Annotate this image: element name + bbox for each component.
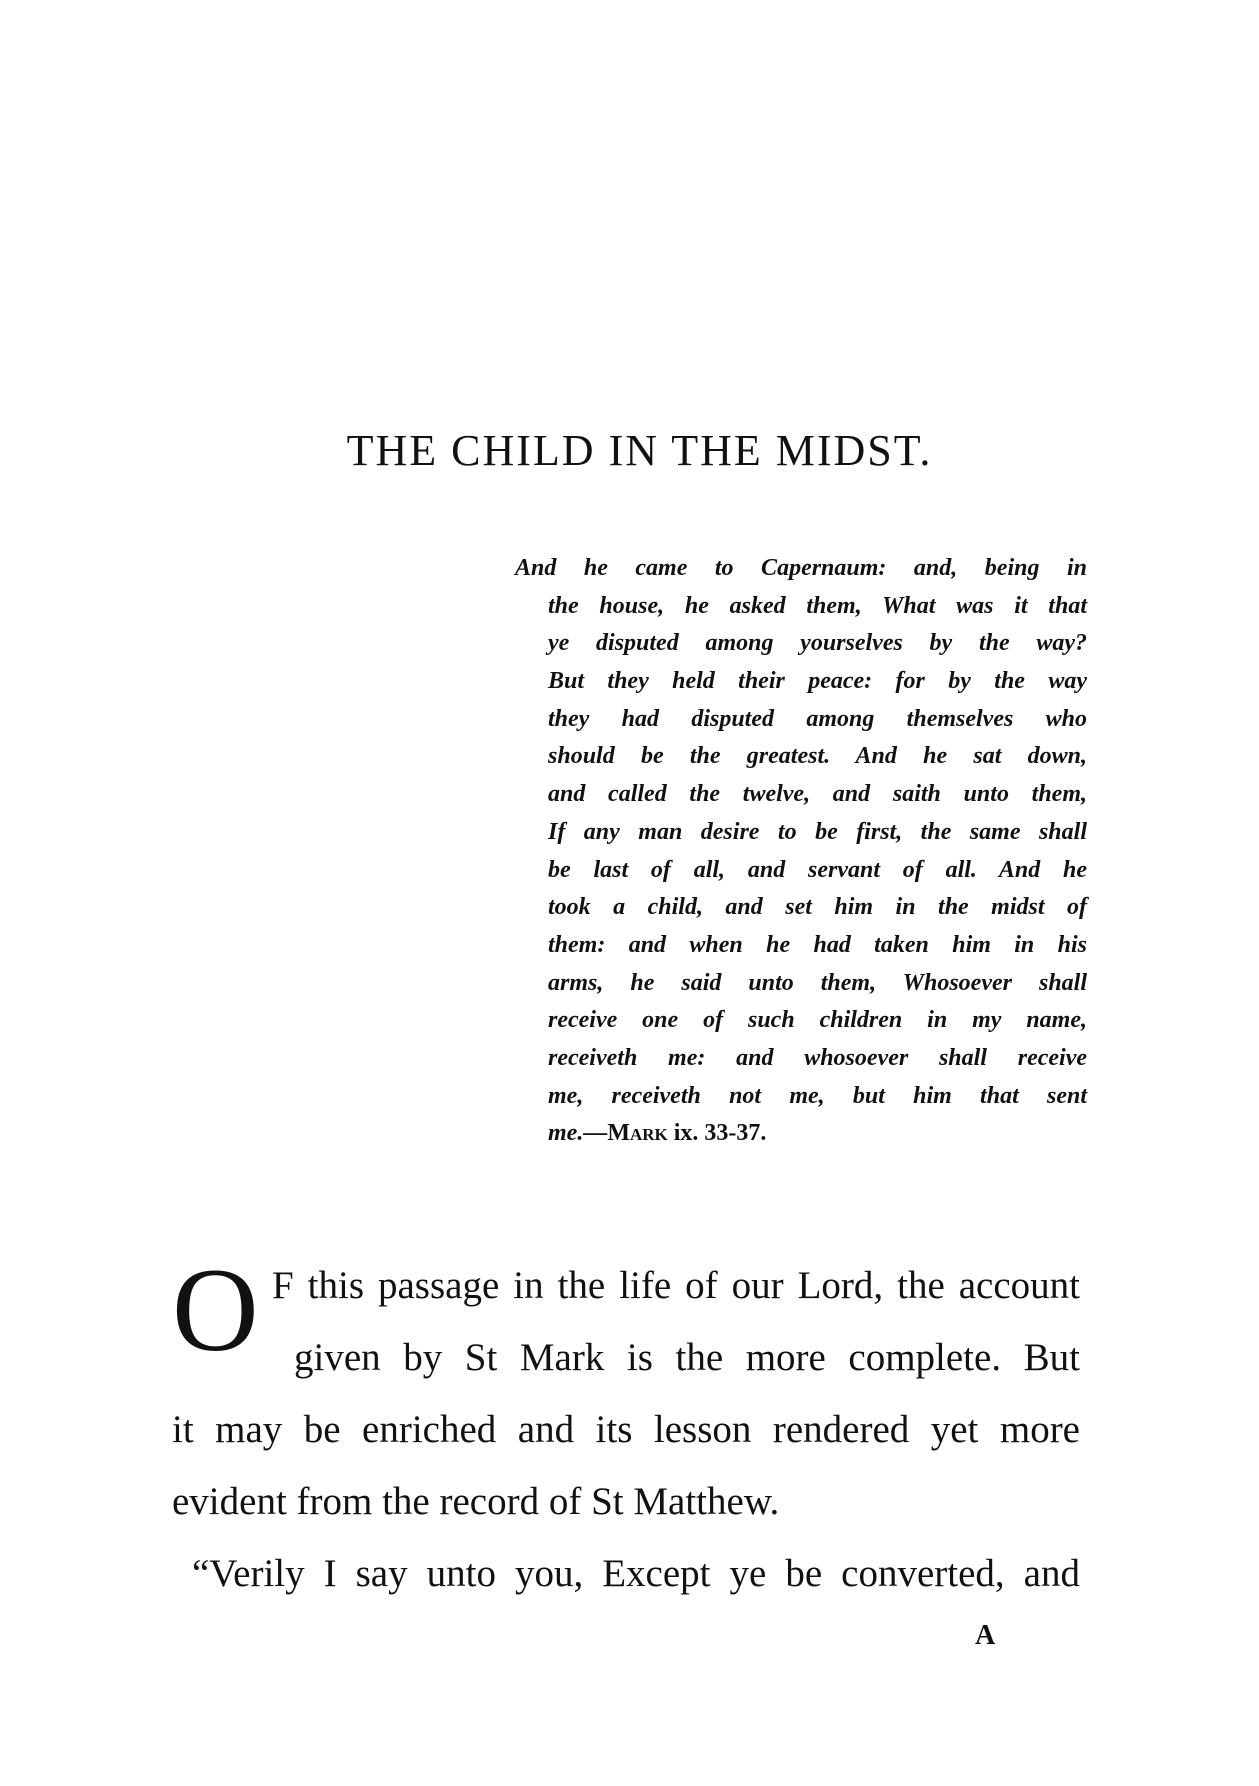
body-line: “Verily I say unto you, Except ye be converted, and [192, 1552, 1080, 1595]
epigraph-line: ye disputed among yourselves by the way? [548, 630, 1087, 657]
epigraph-line: be last of all, and servant of all. And he [548, 856, 1087, 883]
epigraph-line: But they held their peace: for by the way [548, 668, 1087, 695]
epigraph-line: arms, he said unto them, Whosoever shall [548, 969, 1087, 996]
epigraph-line: them: and when he had taken him in his [548, 931, 1087, 958]
epigraph-line: receiveth me: and whosoever shall receive [548, 1044, 1087, 1071]
epigraph-line: If any man desire to be first, the same shall [548, 818, 1087, 845]
epigraph-line: the house, he asked them, What was it that [548, 592, 1087, 619]
epigraph-line: And he came to Capernaum: and, being in [515, 555, 1087, 581]
scripture-book: Mark [607, 1120, 668, 1147]
epigraph-line: and called the twelve, and saith unto them, [548, 781, 1087, 808]
epigraph [515, 550, 1087, 1153]
epigraph-line: receive one of such children in my name, [548, 1007, 1087, 1034]
body-text [172, 1243, 1080, 1610]
epigraph-line: took a child, and set him in the midst of [548, 894, 1087, 921]
epigraph-line: should be the greatest. And he sat down, [548, 743, 1087, 770]
epigraph-line: they had disputed among themselves who [548, 705, 1087, 732]
chapter-title: THE CHILD IN THE MIDST. [346, 426, 933, 475]
drop-cap: O [172, 1243, 259, 1376]
signature-mark: A [975, 1620, 996, 1651]
body-line: it may be enriched and its lesson rendered yet more [172, 1408, 1080, 1451]
body-line: given by St Mark is the more complete. But [294, 1336, 1080, 1379]
body-line: F this passage in the life of our Lord, the account [272, 1264, 1080, 1307]
epigraph-line: me, receiveth not me, but him that sent [548, 1082, 1087, 1109]
epigraph-last-text: me.— [548, 1120, 608, 1147]
epigraph-source-line [515, 1115, 1087, 1153]
scripture-reference: ix. 33-37. [667, 1120, 767, 1147]
body-line: evident from the record of St Matthew. [172, 1480, 780, 1523]
